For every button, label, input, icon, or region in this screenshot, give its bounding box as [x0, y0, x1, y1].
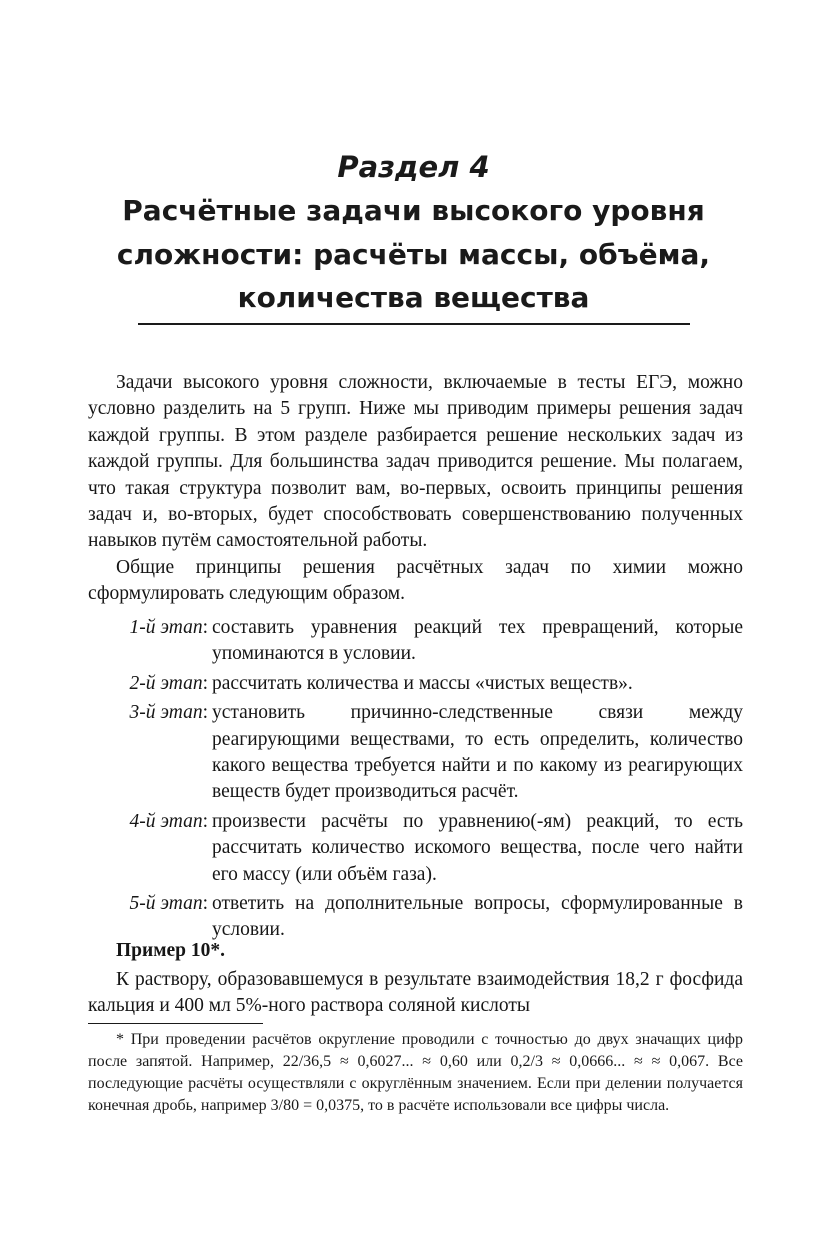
- step-item: [88, 891, 743, 944]
- step-label: 1-й этап:: [129, 617, 208, 638]
- step-item: [88, 671, 743, 697]
- step-text: ответить на дополнительные вопросы, сформулированные в условии.: [212, 893, 743, 941]
- footnote-rule: [88, 1023, 263, 1024]
- step-item: [88, 700, 743, 806]
- step-label: 2-й этап:: [129, 672, 208, 694]
- example-text: К раствору, образовавшемуся в результате взаимодействия 18,2 г фосфида кальция и 400 мл 5%-ного раствора соляной кислоты: [88, 969, 743, 1017]
- step-label: 4-й этап:: [129, 810, 208, 832]
- step-item: [88, 809, 743, 888]
- intro-paragraph: Задачи высокого уровня сложности, включаемые в тесты ЕГЭ, можно условно разделить на 5 групп. Ниже мы приводим примеры решения задач каждой группы. В этом разделе разбирается решение нескольких задач из каждой группы. Для большинства задач приводится решение. Мы полагаем, что такая структура позволит вам, во-первых, освоить принципы решения задач и, во-вторых, будет способствовать совершенствованию полученных навыков путём самостоятельной работы.: [88, 372, 743, 552]
- principles-paragraph: Общие принципы решения расчётных задач по химии можно сформулировать следующим образом.: [88, 557, 743, 605]
- step-label: 3-й этап:: [129, 702, 208, 724]
- title-underline-rule: [138, 323, 690, 325]
- step-text: рассчитать количества и массы «чистых веществ».: [212, 672, 633, 694]
- section-title-line-1: Расчётные задачи высокого уровня: [122, 194, 705, 227]
- step-label: 5-й этап:: [129, 893, 208, 915]
- section-title-line-2: сложности: расчёты массы, объёма,: [116, 238, 711, 271]
- footnote: * При проведении расчётов округление проводили с точностью до двух значащих цифр после запятой. Например, 22/36,5 ≈ 0,6027... ≈ 0,60 или 0,2/3 ≈ 0,0666... ≈ ≈ 0,067. Все последующие расчёты осуществляли с округлённым значением. Если при делении получается конечная дробь, например 3/80 = 0,0375, то в расчёте использовали все цифры числа.: [88, 1031, 743, 1114]
- step-text: произвести расчёты по уравнению(-ям) реакций, то есть рассчитать количество искомого вещества, после чего найти его массу (или объём газа).: [212, 810, 743, 885]
- step-item: [88, 615, 743, 668]
- section-number: Раздел 4: [337, 150, 490, 184]
- step-text: установить причинно-следственные связи между реагирующими веществами, то есть определить, количество какого вещества требуется найти и по какому из реагирующих веществ будет производиться расчёт.: [212, 702, 743, 803]
- section-title-line-3: количества вещества: [237, 281, 590, 314]
- step-text: составить уравнения реакций тех превращений, которые упоминаются в условии.: [212, 617, 743, 665]
- example-title: Пример 10*.: [116, 940, 226, 961]
- steps-list: [88, 615, 743, 947]
